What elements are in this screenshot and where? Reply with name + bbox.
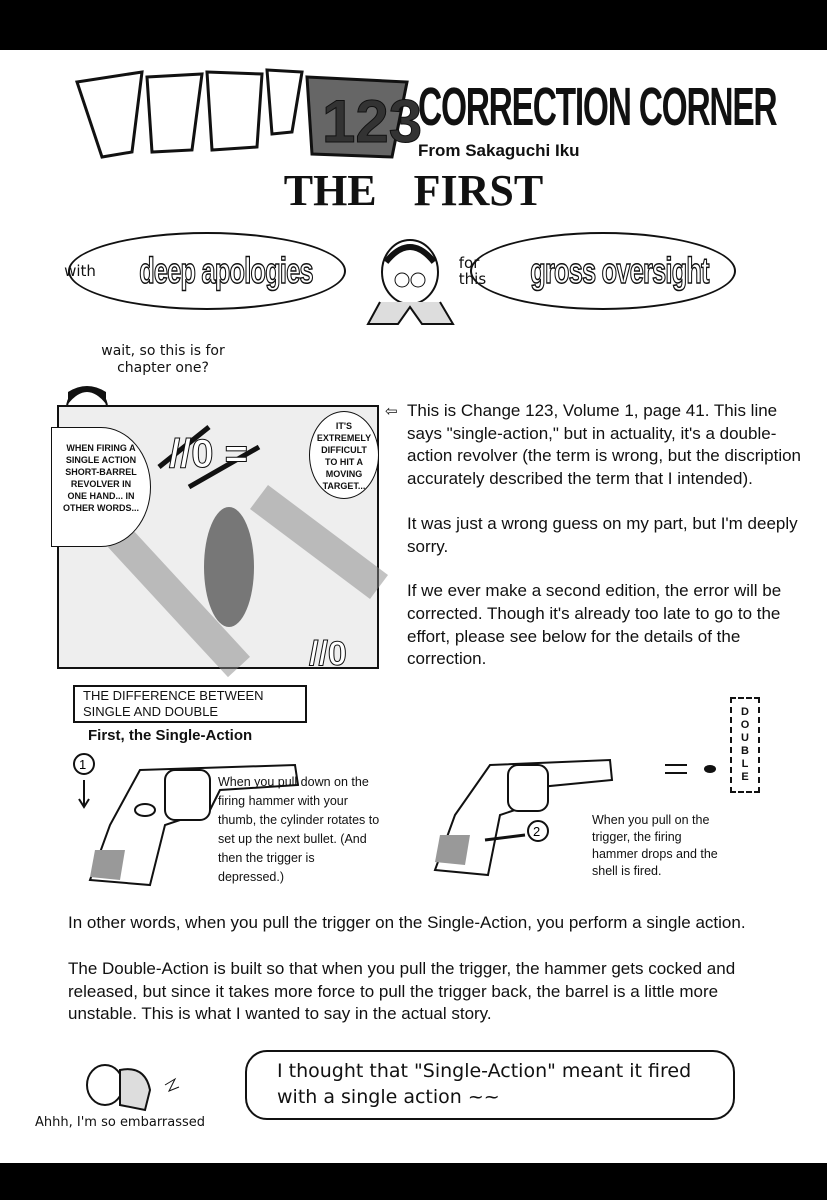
svg-text:123: 123 [322, 88, 423, 155]
svg-text://0 =: //0 = [169, 432, 248, 476]
embarrassed-character [60, 1040, 180, 1120]
single-action-heading: First, the Single-Action [88, 727, 253, 744]
pointer-arrow-icon: ⇦ [385, 403, 398, 420]
explanation-paragraph: If we ever make a second edition, the error will be corrected. Though it's already too late to go to the effort, please see below for the details of the correction. [407, 581, 782, 669]
footer-speech-bubble [245, 1050, 735, 1120]
bottom-border [0, 1163, 827, 1200]
series-logo [72, 62, 423, 162]
bowing-character [358, 232, 463, 328]
footer-bubble-text: I thought that "Single-Action" meant it fired with a single action ~~ [277, 1060, 692, 1108]
top-border [0, 0, 827, 50]
panel-bubble-right: IT'S EXTREMELY DIFFICULT TO HIT A MOVING TARGET... [309, 411, 379, 499]
explanation-paragraph: This is Change 123, Volume 1, page 41. This line says "single-action," but in actuality, it's a double-action revolver (the term is wrong, but the discription accurately described the term that I intended). [407, 401, 802, 489]
step-number: 1 [79, 757, 87, 772]
double-action-explanation: The Double-Action is built so that when you pull the trigger, the hammer gets cocked and released, but since it takes more force to pull the trigger back, the barrel is a little more unstable. This is what I wanted to say in the actual story. [68, 959, 736, 1023]
bubble-small-text: for this [458, 254, 487, 288]
subtitle: THE FIRST [283, 166, 544, 215]
side-comment: wait, so this is for chapter one? [101, 343, 225, 376]
speech-bubble-oversight [458, 232, 736, 310]
explanation-paragraph: It was just a wrong guess on my part, but I'm deeply sorry. [407, 513, 798, 556]
page-title: CORRECTION CORNER [418, 77, 777, 137]
svg-text:2: 2 [533, 824, 541, 839]
manga-panel [57, 405, 379, 673]
summary-text: In other words, when you pull the trigger on the Single-Action, you perform a single action. [68, 913, 746, 932]
difference-label: THE DIFFERENCE BETWEEN SINGLE AND DOUBLE [73, 685, 307, 723]
panel-bubble-left: WHEN FIRING A SINGLE ACTION SHORT-BARREL REVOLVER IN ONE HAND... IN OTHER WORDS... [51, 427, 151, 547]
byline: From Sakaguchi Iku [418, 141, 580, 160]
embarrassed-caption: Ahhh, I'm so embarrassed [35, 1115, 206, 1130]
bubble-big-text: deep apologies [139, 250, 313, 291]
double-label: DOUBLE [739, 706, 751, 784]
single-action-caption: When you pull down on the firing hammer with your thumb, the cylinder rotates to set up the next bullet. (And then the trigger is depressed.) [218, 775, 380, 884]
bubble-big-text: gross oversight [530, 250, 709, 291]
double-label-box [730, 697, 760, 793]
speech-bubble-apologies [64, 232, 346, 310]
explanation-text [407, 400, 807, 671]
bubble-small-text: with [64, 262, 96, 280]
double-action-caption: When you pull on the trigger, the firing hammer drops and the shell is fired. [592, 813, 718, 878]
svg-text://0: //0 [309, 635, 347, 673]
